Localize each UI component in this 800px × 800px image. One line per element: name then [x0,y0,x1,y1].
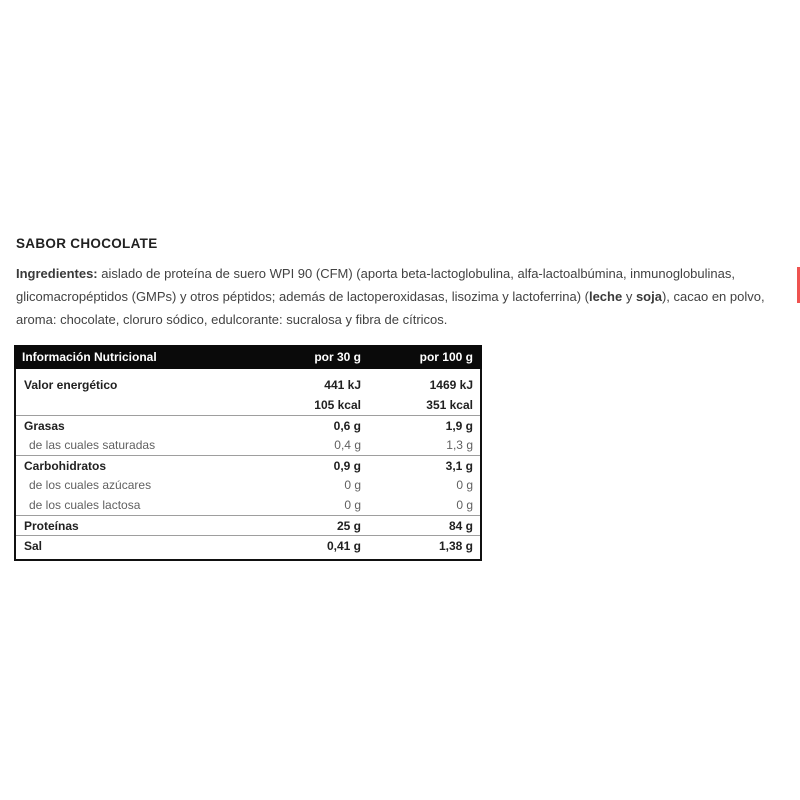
row-value-per-100g: 0 g [456,478,473,492]
nutrition-table-body [14,369,482,561]
ingredients-bold-segment: soja [635,289,662,304]
header-title: Información Nutricional [22,350,157,364]
nutrition-table [14,345,482,561]
header-col-per-30g: por 30 g [314,350,361,364]
nutrition-table-header [14,345,482,369]
table-row [16,415,480,435]
flavor-heading: SABOR CHOCOLATE [16,236,158,251]
row-label: Grasas [24,418,65,433]
row-label: de las cuales saturadas [29,438,156,452]
row-label: de los cuales azúcares [29,478,152,492]
row-label: Proteínas [24,518,79,533]
row-value-per-30g: 441 kJ [324,378,361,392]
row-value-per-30g: 0,4 g [334,438,361,452]
table-row [16,395,480,415]
ingredients-segment: y [622,289,636,304]
row-label: de los cuales lactosa [29,498,141,512]
row-value-per-30g: 0 g [344,498,361,512]
table-row [16,495,480,515]
table-row [16,475,480,495]
row-value-per-100g: 0 g [456,498,473,512]
row-value-per-100g: 3,1 g [445,458,473,473]
row-value-per-30g: 0 g [344,478,361,492]
row-value-per-100g: 351 kcal [426,398,473,412]
row-value-per-30g: 0,9 g [333,458,361,473]
row-label: Sal [24,538,43,553]
ingredients-segment: ), cacao en polvo, aroma: chocolate, cloruro sódico, edulcorante: sucralosa y fibra de cítricos. [16,289,765,327]
row-value-per-30g: 0,6 g [333,418,361,433]
row-value-per-100g: 1,3 g [446,438,473,452]
ingredients-bold-segment: leche [588,289,623,304]
row-value-per-30g: 0,41 g [326,538,361,553]
row-value-per-100g: 1,38 g [438,538,473,553]
row-value-per-100g: 1,9 g [445,418,473,433]
row-value-per-100g: 84 g [448,518,473,533]
ingredients-bold-segment: Ingredientes: [16,266,98,281]
table-row [16,535,480,555]
row-value-per-100g: 1469 kJ [429,378,473,392]
row-value-per-30g: 25 g [336,518,361,533]
table-row [16,455,480,475]
row-label: Valor energético [24,378,118,392]
table-row [16,515,480,535]
row-label: Carbohidratos [24,458,107,473]
table-row [16,435,480,455]
table-row [16,375,480,395]
ingredients-paragraph [16,262,794,331]
row-value-per-30g: 105 kcal [314,398,361,412]
header-col-per-100g: por 100 g [419,350,473,364]
ingredients-segment: aislado de proteína de suero WPI 90 (CFM) (aporta beta-lactoglobulina, alfa-lactoalbúmina, inmunoglobulinas, glicomacropéptidos (GMPs) y otros péptidos; además de lactoperoxidasas, lisozima y lactoferrina) ( [16,266,735,304]
